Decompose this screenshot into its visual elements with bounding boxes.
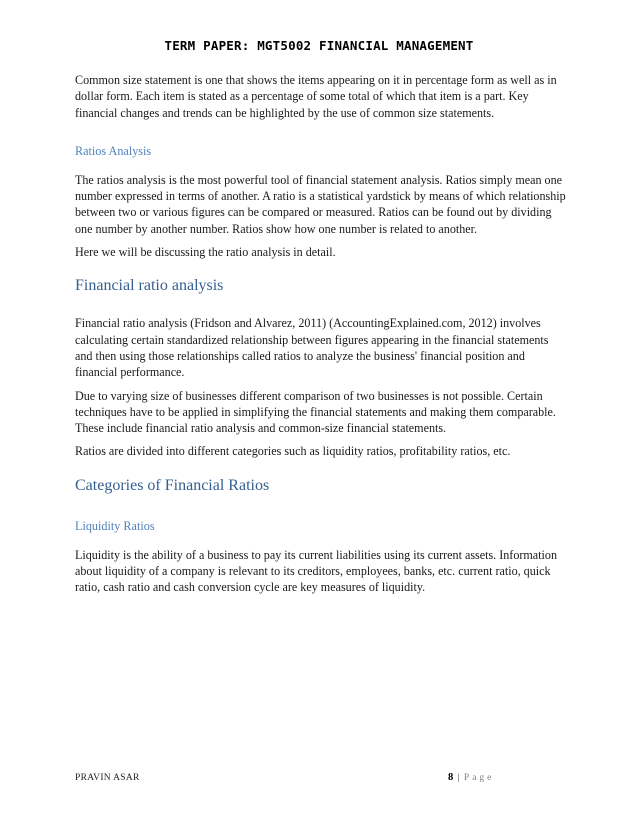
- categories-heading: Categories of Financial Ratios: [75, 476, 270, 494]
- footer-separator: |: [457, 773, 460, 783]
- ratios-paragraph-1: The ratios analysis is the most powerful tool of financial statement analysis. Ratios simply mean one number expressed in terms of another. A ratio is a statistical yardstick by means of which relationship between two or various figures can be compared or measured. Ratios can be found out by dividing one number by another number. Ratios show how one number is related to another.: [75, 172, 566, 236]
- page-content: [75, 72, 567, 603]
- intro-paragraph: Common size statement is one that shows the items appearing on it in percentage form as well as in dollar form. Each item is stated as a percentage of some total of which that item is a part. Key financial changes and trends can be highlighted by the use of common size statements.: [75, 73, 557, 120]
- fra-paragraph-1: Financial ratio analysis (Fridson and Alvarez, 2011) (AccountingExplained.com, 2012) involves calculating certain standardized relationship between figures appearing in the financial statements and then using those relationships called ratios to analyze the business' financial position and financial performance.: [75, 316, 549, 380]
- financial-ratio-analysis-heading: Financial ratio analysis: [75, 277, 224, 295]
- liquidity-paragraph: Liquidity is the ability of a business to pay its current liabilities using its current assets. Information about liquidity of a company is relevant to its creditors, employees, banks, etc. current ratio, quick ratio, cash ratio and cash conversion cycle are key measures of liquidity.: [75, 547, 557, 595]
- fra-paragraph-3: Ratios are divided into different categories such as liquidity ratios, profitability ratios, etc.: [75, 444, 511, 459]
- page-footer: [75, 773, 565, 787]
- fra-paragraph-2: Due to varying size of businesses different comparison of two businesses is not possible. Certain techniques have to be applied in simplifying the financial statements and making them comparable. These include financial ratio analysis and common-size financial statements.: [75, 388, 556, 436]
- footer-page-label: [448, 772, 494, 783]
- footer-page-word: Page: [463, 773, 495, 783]
- ratios-paragraph-2: Here we will be discussing the ratio analysis in detail.: [75, 245, 336, 260]
- liquidity-ratios-heading: Liquidity Ratios: [75, 518, 155, 533]
- footer-page-number: 8: [448, 772, 454, 783]
- running-header: TERM PAPER: MGT5002 FINANCIAL MANAGEMENT: [164, 38, 474, 53]
- footer-author: PRAVIN ASAR: [75, 773, 140, 783]
- ratios-analysis-heading: Ratios Analysis: [75, 143, 152, 158]
